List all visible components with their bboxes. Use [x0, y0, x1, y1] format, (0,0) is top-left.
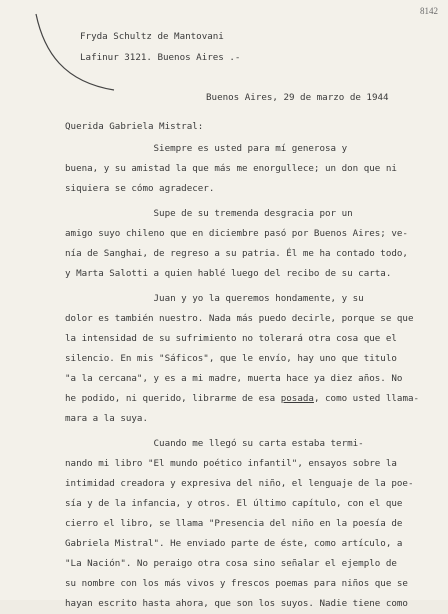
- text-line: "a la cercana", y es a mi madre, muerta hace ya diez años. No: [65, 373, 403, 384]
- text-line: he podido, ni querido, librarme de esa posada, como usted llama-: [65, 393, 420, 404]
- text-line: mara a la suya.: [65, 413, 148, 424]
- text-line: Juan y yo la queremos hondamente, y su: [65, 293, 364, 304]
- paragraph: [65, 139, 425, 199]
- sender-name: Fryda Schultz de Mantovani: [80, 31, 224, 42]
- archive-number: 8142: [420, 6, 438, 16]
- paragraph: [65, 204, 425, 284]
- text-line: siquiera se cómo agradecer.: [65, 183, 215, 194]
- sender-address: Lafinur 3121. Buenos Aires .-: [80, 52, 241, 63]
- text-line: Supe de su tremenda desgracia por un: [65, 208, 353, 219]
- text-line: intimidad creadora y expresiva del niño, el lenguaje de la poe-: [65, 478, 414, 489]
- letter-body: [65, 139, 425, 614]
- text-line: hayan escrito hasta ahora, que son los suyos. Nadie tiene como: [65, 598, 408, 609]
- text-line: Gabriela Mistral". He enviado parte de éste, como artículo, a: [65, 538, 403, 549]
- text-line: su nombre con los más vivos y frescos poemas para niños que se: [65, 578, 408, 589]
- text-line: nando mi libro "El mundo poético infantil", ensayos sobre la: [65, 458, 397, 469]
- letter-date: Buenos Aires, 29 de marzo de 1944: [206, 92, 389, 103]
- text-line: Siempre es usted para mí generosa y: [65, 143, 348, 154]
- text-line: y Marta Salotti a quien hablé luego del recibo de su carta.: [65, 268, 392, 279]
- paragraph: [65, 289, 425, 429]
- sender-block: [80, 26, 240, 68]
- text-line: cierro el libro, se llama "Presencia del niño en la poesía de: [65, 518, 403, 529]
- text-line: dolor es también nuestro. Nada más puedo decirle, porque se que: [65, 313, 414, 324]
- text-line: nía de Sanghai, de regreso a su patria. Él me ha contado todo,: [65, 248, 408, 259]
- text-line: amigo suyo chileno que en diciembre pasó por Buenos Aires; ve-: [65, 228, 408, 239]
- salutation: Querida Gabriela Mistral:: [65, 121, 204, 132]
- paragraph: [65, 434, 425, 614]
- text-line: "La Nación". No peraigo otra cosa sino señalar el ejemplo de: [65, 558, 397, 569]
- text-line: la intensidad de su sufrimiento no tolerará otra cosa que el: [65, 333, 397, 344]
- text-line: Cuando me llegó su carta estaba termi-: [65, 438, 364, 449]
- text-line: silencio. En mis "Sáficos", que le envío, hay uno que titulo: [65, 353, 397, 364]
- text-line: buena, y su amistad la que más me enorgullece; un don que ni: [65, 163, 397, 174]
- text-line: sía y de la infancia, y otros. El último capítulo, con el que: [65, 498, 403, 509]
